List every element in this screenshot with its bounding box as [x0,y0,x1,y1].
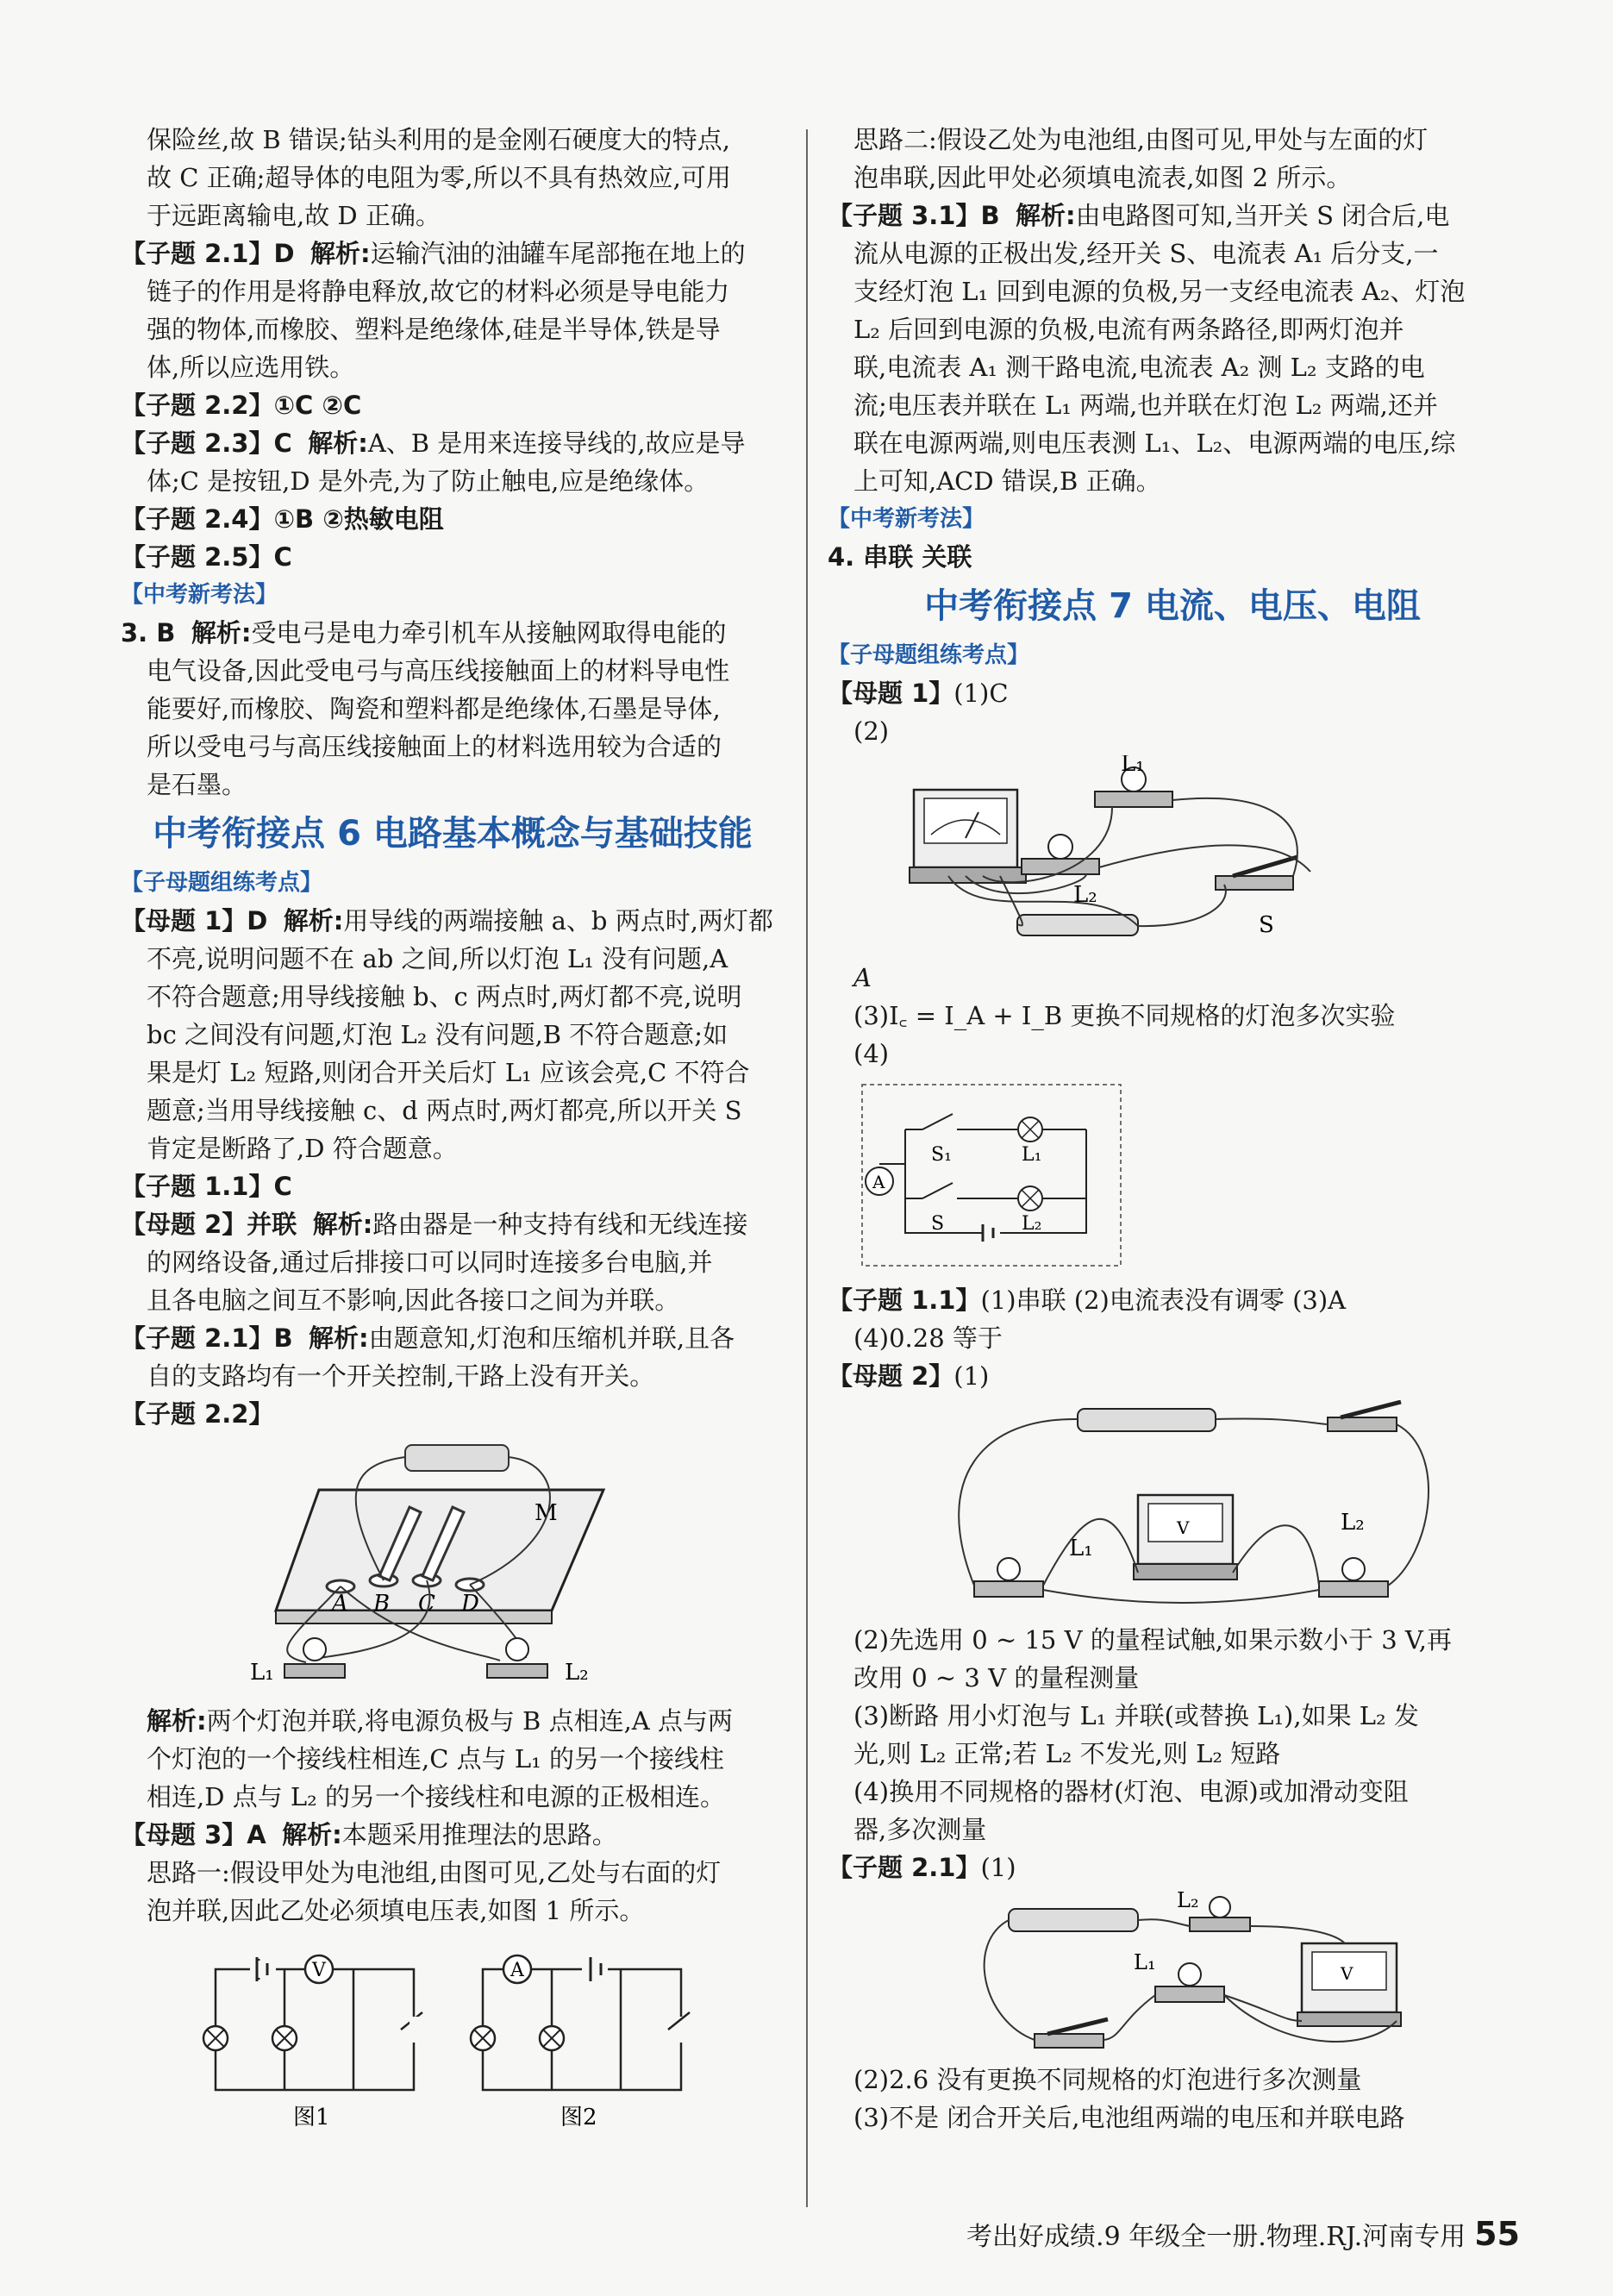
question-tag: 【子题 2.2】 [121,1399,274,1429]
text-line: 相连,D 点与 L₂ 的另一个接线柱和电源的正极相连。 [147,1782,726,1811]
meter-v-label: V [1341,1963,1354,1984]
answer-value: D [273,239,295,268]
question-tag: 【子题 1.1】 [828,1286,981,1315]
ammeter-icon [910,790,1026,883]
analysis-label: 解析: [283,906,344,935]
label-l2: L₂ [1341,1510,1365,1536]
text-line: 流;电压表并联在 L₁ 两端,也并联在灯泡 L₂ 两端,还并 [853,391,1438,420]
answer-value: C [273,429,292,458]
question-tag: 【子题 2.5】 [121,542,274,572]
answer-value: ①B ②热敏电阻 [273,504,444,534]
circuit-figures-1-2 [121,1935,785,2133]
answer-2-1b [121,1319,785,1357]
question-tag: 【母题 1】 [828,679,954,708]
series-voltmeter-figure [828,1892,1517,2055]
text-line: 所以受电弓与高压线接触面上的材料选用较为合适的 [147,732,722,761]
answer-2-5 [121,538,785,576]
text-line: 且各电脑之间互不影响,因此各接口之间为并联。 [147,1286,680,1315]
question-tag: 【子题 2.3】 [121,429,274,458]
analysis-2-2 [121,1702,785,1740]
page-number: 55 [1474,2215,1520,2253]
label-l2: L₂ [1177,1892,1199,1912]
answer-1-1-right [828,1281,1517,1319]
text-line: 光,则 L₂ 正常;若 L₂ 不发光,则 L₂ 短路 [853,1739,1281,1768]
question-tag: 【子题 2.2】 [121,391,274,420]
battery-icon [1017,915,1138,935]
text-line: 思路二:假设乙处为电池组,由图可见,甲处与左面的灯 [853,125,1429,154]
text-line: 果是灯 L₂ 短路,则闭合开关后灯 L₁ 应该会亮,C 不符合 [147,1058,750,1087]
text-line: 是石墨。 [147,770,247,799]
question-tag: 【子题 2.4】 [121,504,274,534]
analysis-text: 运输汽油的油罐车尾部拖在地上的 [370,239,746,268]
answer-3-1 [828,197,1517,235]
answer-value: B [980,201,1000,230]
label-a: A [332,1591,348,1617]
analysis-label: 解析: [312,1210,373,1239]
question-tag: 【母题 2】 [828,1361,954,1391]
text-line: (2)先选用 0 ~ 15 V 的量程试触,如果示数小于 3 V,再 [853,1625,1452,1655]
text-line: 流从电源的正极出发,经开关 S、电流表 A₁ 后分支,一 [853,239,1439,268]
question-tag: 【子题 1.1】 [121,1172,274,1201]
text-line: 能要好,而橡胶、陶瓷和塑料都是绝缘体,石墨是导体, [147,694,721,723]
text-line: (3)不是 闭合开关后,电池组两端的电压和并联电路 [853,2103,1405,2132]
text-line: L₂ 后回到电源的负极,电流有两条路径,即两灯泡并 [853,315,1404,344]
answer-value: C [273,542,292,572]
answer-value: D [247,906,268,935]
label-l1: L₁ [1069,1536,1093,1561]
text-line: (2)2.6 没有更换不同规格的灯泡进行多次测量 [853,2065,1362,2094]
text-line: 故 C 正确;超导体的电阻为零,所以不具有热效应,可用 [147,163,731,192]
left-column [121,121,785,2138]
page-footer [966,2215,1520,2253]
text-line: 泡串联,因此甲处必须填电流表,如图 2 所示。 [853,163,1352,192]
analysis-label: 解析: [310,239,371,268]
question-tag: 【母题 1】 [121,906,247,935]
text-line: (3)断路 用小灯泡与 L₁ 并联(或替换 L₁),如果 L₂ 发 [853,1701,1419,1730]
answer-2-1-right [828,1849,1517,1886]
answer-value: (1)C [953,679,1009,708]
text-line: 题意;当用导线接触 c、d 两点时,两灯都亮,所以开关 S [147,1096,742,1125]
text-line: 泡并联,因此乙处必须填电压表,如图 1 所示。 [147,1896,645,1925]
text-line: (4)0.28 等于 [853,1323,1003,1353]
answer-2-2 [121,386,785,424]
mother-question-2-right [828,1357,1517,1395]
subsection-heading: 【子母题组练考点】 [121,870,323,896]
text-line: 体,所以应选用铁。 [147,353,355,382]
label-l1: L₁ [1134,1950,1156,1974]
section-heading-7: 中考衔接点 7 电流、电压、电阻 [924,586,1421,626]
text-line: 改用 0 ~ 3 V 的量程测量 [853,1663,1140,1692]
text-line: 体;C 是按钮,D 是外壳,为了防止触电,应是绝缘体。 [147,466,710,496]
column-divider [806,129,808,2207]
answer-value: A [247,1820,266,1849]
answer-value: (1) [980,1853,1016,1882]
text-line: 肯定是断路了,D 符合题意。 [147,1134,458,1163]
text-line: bc 之间没有问题,灯泡 L₂ 没有问题,B 不符合题意;如 [147,1020,728,1049]
bulb-l1-icon [974,1558,1043,1597]
label-l2: L₂ [1073,882,1097,908]
answer-2-1 [121,235,785,272]
answer-4: 4. 串联 关联 [828,542,972,572]
section-heading-6: 中考衔接点 6 电路基本概念与基础技能 [153,814,753,854]
text-line: 个灯泡的一个接线柱相连,C 点与 L₁ 的另一个接线柱 [147,1744,724,1774]
text-line: 不符合题意;用导线接触 b、c 两点时,两灯都不亮,说明 [147,982,742,1011]
parallel-circuit-diagram [828,1078,1517,1276]
analysis-text: 受电弓是电力牵引机车从接触网取得电能的 [251,618,727,648]
text-line: 于远距离输电,故 D 正确。 [147,201,441,230]
router-wiring-figure [121,1438,785,1697]
answer-value: 并联 [247,1210,297,1239]
text-line: 电气设备,因此受电弓与高压线接触面上的材料导电性 [147,656,730,685]
text-line: (4)换用不同规格的器材(灯泡、电源)或加滑动变阻 [853,1777,1409,1806]
analysis-text: 用导线的两端接触 a、b 两点时,两灯都 [343,906,773,935]
meter-a-label: A [510,1960,524,1981]
text-line: 的网络设备,通过后排接口可以同时连接多台电脑,并 [147,1248,713,1277]
mother-question-1 [121,902,785,940]
mother-question-1-right [828,674,1517,712]
answer-value: C [273,1172,292,1201]
text-line: 思路一:假设甲处为电池组,由图可见,乙处与右面的灯 [147,1858,722,1887]
label-m: M [535,1500,558,1526]
text-line: 链子的作用是将静电释放,故它的材料必须是导电能力 [147,277,730,306]
subsection-heading: 【子母题组练考点】 [828,642,1030,668]
question-tag: 【母题 2】 [121,1210,247,1239]
battery-icon [1078,1409,1216,1431]
voltmeter-icon [1297,1943,1401,2026]
switch-icon [1216,857,1297,890]
text-line: 保险丝,故 B 错误;钻头利用的是金刚石硬度大的特点, [147,125,730,154]
text-line: 上可知,ACD 错误,B 正确。 [853,466,1161,496]
label-d: D [461,1591,479,1617]
text-line: 联在电源两端,则电压表测 L₁、L₂、电源两端的电压,综 [853,429,1456,458]
analysis-text: 两个灯泡并联,将电源负极与 B 点相连,A 点与两 [206,1706,733,1736]
answer-value: 3. B [121,618,176,648]
answer-3 [121,614,785,652]
label-b: B [373,1591,391,1617]
switch-icon [1328,1402,1401,1431]
analysis-text: 本题采用推理法的思路。 [341,1820,617,1849]
label-s: S [931,1213,945,1235]
analysis-text: 路由器是一种支持有线和无线连接 [372,1210,748,1239]
label-a: A [872,1172,885,1192]
battery-icon [405,1445,509,1471]
mother-question-2 [121,1205,785,1243]
switch-icon [1035,2019,1108,2048]
analysis-label: 解析: [147,1706,207,1736]
text-line: 支经灯泡 L₁ 回到电源的负极,另一支经电流表 A₂、灯泡 [853,277,1466,306]
book-title: 考出好成绩.9 年级全一册.物理.RJ.河南专用 [966,2222,1466,2252]
question-tag: 【子题 2.1】 [121,1323,274,1353]
mother-question-3 [121,1816,785,1854]
voltmeter-circuit-figure [828,1400,1517,1616]
text-line: (4) [853,1039,890,1068]
text-line: 联,电流表 A₁ 测干路电流,电流表 A₂ 测 L₂ 支路的电 [853,353,1425,382]
analysis-label: 解析: [1016,201,1076,230]
text-line: (3)I꜀ = I_A + I_B 更换不同规格的灯泡多次实验 [853,1001,1396,1030]
text-line: (2) [853,716,890,746]
label-s1: S₁ [931,1144,952,1166]
question-tag: 【子题 2.1】 [828,1853,981,1882]
battery-icon [1009,1909,1138,1931]
analysis-label: 解析: [308,429,368,458]
ammeter-circuit-figure [828,755,1517,954]
bulb-l1-icon [1155,1963,1224,2002]
answer-2-3 [121,424,785,462]
figure-1-caption: 图1 [293,2105,330,2130]
new-method-heading: 【中考新考法】 [121,582,278,608]
bulb-l2-icon [1022,835,1099,874]
analysis-text: 由题意知,灯泡和压缩机并联,且各 [368,1323,735,1353]
answer-value: (1)串联 (2)电流表没有调零 (3)A [980,1286,1347,1315]
new-method-heading: 【中考新考法】 [828,506,985,532]
bulb-l2-icon [487,1638,547,1678]
label-l1: L₁ [250,1660,274,1686]
label-c: C [418,1591,435,1617]
meter-v-label: V [312,1960,326,1981]
label-l1: L₁ [1121,755,1145,777]
text-line: 器,多次测量 [853,1815,987,1844]
label-l2: L₂ [1022,1213,1042,1235]
label-s: S [1259,912,1274,938]
text-line: 不亮,说明问题不在 ab 之间,所以灯泡 L₁ 没有问题,A [147,944,728,973]
bulb-l2-icon [1319,1558,1388,1597]
analysis-label: 解析: [282,1820,342,1849]
question-tag: 【子题 3.1】 [828,201,981,230]
figure-2-caption: 图2 [560,2105,597,2130]
label-a-caption: A [853,963,872,992]
analysis-label: 解析: [191,618,252,648]
answer-value: (1) [953,1361,990,1391]
text-line: 强的物体,而橡胶、塑料是绝缘体,硅是半导体,铁是导 [147,315,721,344]
meter-v-label: V [1177,1517,1190,1538]
answer-value: ①C ②C [273,391,362,420]
analysis-text: A、B 是用来连接导线的,故应是导 [367,429,746,458]
right-column [828,121,1517,2136]
text-line: 自的支路均有一个开关控制,干路上没有开关。 [147,1361,655,1391]
analysis-text: 由电路图可知,当开关 S 闭合后,电 [1075,201,1450,230]
label-l1: L₁ [1022,1144,1042,1166]
question-tag: 【母题 3】 [121,1820,247,1849]
analysis-label: 解析: [309,1323,369,1353]
answer-2-2b [121,1395,785,1433]
answer-2-4 [121,500,785,538]
question-tag: 【子题 2.1】 [121,239,274,268]
label-l2: L₂ [565,1660,589,1686]
answer-1-1 [121,1167,785,1205]
answer-value: B [273,1323,293,1353]
